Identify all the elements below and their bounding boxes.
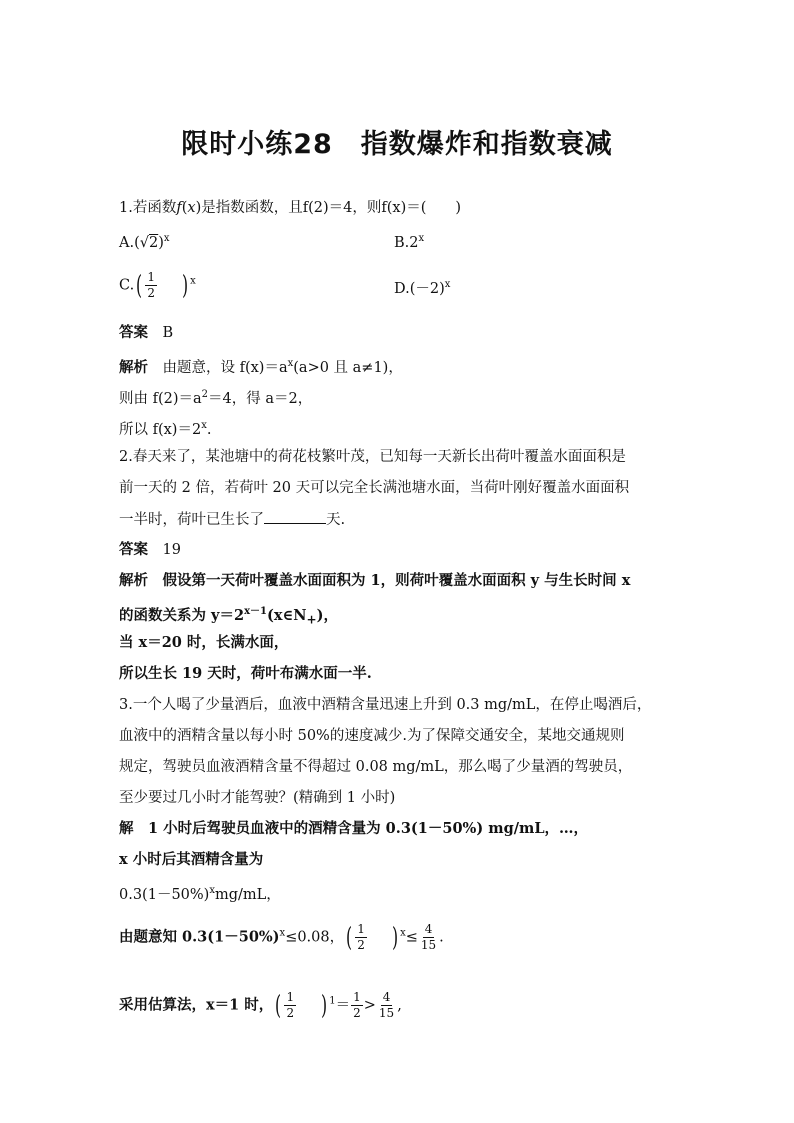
q3-solution-5-num2: 1 [353,990,361,1004]
q3-solution-3-b: mg/mL， [214,886,281,903]
q2-stem-3-a: 一半时，荷叶已生长了 [119,512,264,528]
q1-option-d-exp: x [444,279,451,290]
q2-solution-label: 解析 [119,572,148,589]
q1-solution-2-exp: 2 [201,389,209,400]
q1-stem-paren: ( [181,200,188,216]
q3-solution-5-den2: 2 [353,1006,361,1020]
q3-solution-3 [119,881,281,905]
q1-stem [119,198,461,218]
q2-solution-1-text: 假设第一天荷叶覆盖水面面积为 1，则荷叶覆盖水面面积 y 与生长时间 x [162,572,631,589]
q1-stem-f: f [176,200,182,216]
q2-answer-value: 19 [162,542,181,558]
q2-solution-4: 所以生长 19 天时，荷叶布满水面一半. [119,665,372,682]
q1-stem-prefix: 1.若函数 [119,200,177,216]
q3-solution-4-exp2: x [400,927,406,939]
q1-solution-2 [119,385,312,409]
q1-option-b [394,229,424,253]
q3-stem-4: 至少要过几小时才能驾驶？(精确到 1 小时) [119,790,396,806]
q1-solution-3-exp: x [201,420,207,431]
q1-solution-3-text: 所以 f(x)＝2 [119,421,202,438]
q1-option-d [394,275,450,299]
q1-stem-ask: f(x)＝( ) [381,200,462,216]
q3-solution-5: 采用估算法，x＝1 时，( $\frac{1}{2}$ ) $^1$＝ $\frac{1}{2}$ > $\frac{4}{15}$ , [119,990,402,1021]
q1-option-b-exp: x [418,233,425,244]
q3-solution-4-d: . [439,929,444,946]
answer-blank [264,509,326,524]
q3-solution-5-fraction [284,990,296,1021]
q1-solution-2-b: ＝4，得 a＝2， [208,390,313,407]
q3-solution-1 [119,819,588,839]
q3-solution-4: 由题意知 $0.3(1-50\%)^x\le 0.08$，( $\frac{1}{2}$ ) $^x$≤ $\frac{4}{15}$ . [119,922,444,953]
q2-stem-3 [119,509,345,530]
q3-stem-1: 3.一个人喝了少量酒后，血液中酒精含量迅速上升到 0.3 mg/mL，在停止喝酒后， [119,697,652,713]
q1-option-b-label: B.2 [394,234,419,251]
q1-option-a-sqrt: 2 [149,234,159,251]
q1-stem-cond: f(2)＝4，则 [302,200,382,216]
q2-solution-2-sub: + [306,612,317,627]
q1-option-c-label: C. [119,277,135,294]
q2-solution-2-c: )， [316,606,338,624]
q3-solution-5-d: , [397,997,402,1014]
q2-solution-2 [119,602,338,630]
q1-solution-2-a: 则由 f(2)＝a [119,390,202,407]
q3-solution-3-exp: x [209,885,215,896]
q1-solution-1-text: 由题意，设 f(x)＝a [162,359,288,376]
q3-solution-4-exp: x [279,927,286,939]
q1-option-c: C.( $\frac{1}{2}$ ) $^x$ [119,270,196,301]
q3-stem-3: 规定，驾驶员血液酒精含量不得超过 0.08 mg/mL，那么喝了少量酒的驾驶员， [119,759,633,775]
q3-solution-4-den: 2 [357,938,365,952]
q1-solution-1 [119,354,403,378]
q2-answer-label: 答案 [119,541,148,558]
q3-solution-5-b: ＝ [335,997,351,1014]
q3-solution-5-den3: 15 [378,1006,395,1020]
q3-solution-5-fraction-3 [377,990,396,1021]
q1-solution-1-exp: x [287,358,294,369]
q3-solution-5-a: 采用估算法，x＝1 时， [119,996,274,1014]
q1-option-c-den: 2 [147,286,155,300]
q1-answer [119,323,173,343]
q3-solution-5-num: 1 [286,990,295,1004]
q2-stem-2: 前一天的 2 倍，若荷叶 20 天可以完全长满池塘水面，当荷叶刚好覆盖水面面积 [119,480,630,496]
q3-solution-4-fraction [355,922,367,953]
q1-option-a-label: A.( [119,234,140,251]
q1-answer-value: B [162,325,174,341]
q1-option-a-exp: x [163,233,170,244]
q1-option-a-close: ) [158,234,164,251]
q2-solution-1 [119,571,630,591]
q1-stem-x: x [187,200,196,216]
q3-solution-4-c: ≤ [405,929,418,946]
q3-solution-5-c: > [363,997,376,1014]
q3-solution-4-num2: 4 [424,922,433,936]
q1-solution-3 [119,416,211,440]
q1-stem-mid: )是指数函数，且 [195,200,303,216]
q3-solution-1-text: 1 小时后驾驶员血液中的酒精含量为 0.3(1－50%) mg/mL，…， [148,820,589,837]
q3-stem-2: 血液中的酒精含量以每小时 50%的速度减少.为了保障交通安全，某地交通规则 [119,728,625,744]
q2-solution-2-a: 的函数关系为 y＝2 [119,606,245,624]
q1-option-d-label: D.(－2) [394,280,445,297]
q1-answer-label: 答案 [119,324,148,341]
q3-solution-4-num: 1 [357,922,365,936]
q3-solution-5-num3: 4 [382,990,391,1004]
q1-option-a: $A.(√2)^x$ [119,233,170,251]
q1-option-c-num: 1 [147,270,155,284]
q3-solution-5-den: 2 [286,1006,295,1020]
q3-solution-4-b: ≤0.08， [285,929,345,946]
q3-solution-label: 解 [119,820,134,837]
q3-solution-5-exp: 1 [329,995,336,1007]
page-title: 限时小练28 指数爆炸和指数衰减 [181,129,613,160]
q2-answer [119,540,181,560]
q1-solution-3-tail: . [206,421,212,438]
q2-solution-3: 当 x＝20 时，长满水面， [119,634,289,651]
q2-solution-2-b: (x∈N [266,606,307,624]
q2-stem-3-b: 天. [326,512,346,528]
q1-option-c-exp: x [190,275,196,287]
q2-stem-1: 2.春天来了，某池塘中的荷花枝繁叶茂，已知每一天新长出荷叶覆盖水面面积是 [119,449,626,465]
q3-solution-4-a: 由题意知 0.3(1－50%) [119,928,280,946]
q3-solution-2: x 小时后其酒精含量为 [119,851,264,868]
q1-solution-1-tail: (a>0 且 a≠1)， [293,359,403,376]
q2-solution-2-exp: x－1 [244,606,267,617]
q3-solution-4-fraction-2 [419,922,438,953]
q3-solution-4-den2: 15 [420,938,437,952]
q3-solution-5-fraction-2 [351,990,363,1021]
q1-option-c-fraction [145,270,157,301]
q1-solution-label: 解析 [119,358,148,376]
q3-solution-3-a: 0.3(1－50%) [119,886,210,903]
